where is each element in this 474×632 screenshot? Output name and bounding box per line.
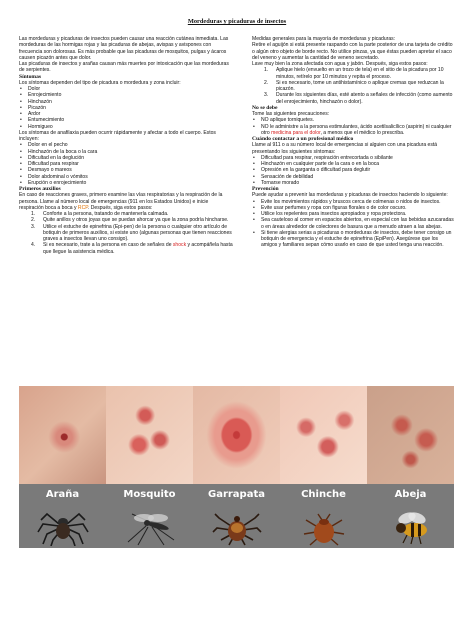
list-item: • Dolor abdominal o vómitos [19,174,233,180]
list-item: • Dificultad en la deglución [19,155,233,161]
sintomas-intro: Los síntomas dependen del tipo de picadura o mordedura y zona incluir: [19,79,181,86]
prevencion-intro: Puede ayudar a prevenir las mordeduras y picaduras de insectos haciendo lo siguiente: [252,192,448,199]
step-item [252,92,454,105]
list-item: • Hinchazón en cualquier parte de la cara o en la boca [252,161,454,167]
no-se-debe-list [252,117,454,136]
bedbug-bite-photo [280,386,367,484]
list-item: • Erupción o enrojecimiento [19,180,233,186]
list-item: • Dolor en el pecho [19,142,233,148]
step-text: Quite anillos y otros joyas que se puedan ahorcar ya que la zona podría hincharse. [43,217,229,224]
prevencion-list [252,199,454,249]
right-intro: Lave muy bien la zona afectada con agua y jabón. Después, siga estos pasos: [252,61,428,67]
step-number: 2. [264,79,269,86]
no-se-debe-intro: Tome las siguientes precauciones: [252,111,330,117]
bee-sting-photo [367,386,454,484]
mosquito-icon [120,500,180,546]
spider-bite-photo [19,386,106,484]
step-text: Aplique hielo (envuelto en un trozo de tela) en el sitio de la picadura por 10 minutos, retírelo por 10 minutos y repita el proceso. [276,67,444,80]
list-item [252,124,454,137]
sintomas-list [19,86,233,130]
insect-tick [193,484,280,548]
bite-photos [19,386,454,484]
anafilaxia-intro: Los síntomas de anafilaxia pueden ocurrir rápidamente y afectar a todo el cuerpo. Estos incluyen: [19,129,216,142]
list-item: • Tornarse morado [252,180,454,186]
list-item: • Hinchazón de la boca o la cara [19,149,233,155]
right-intro: Medidas generales para la mayoría de mordeduras y picaduras: [252,36,396,42]
list-item: • Evite usar perfumes y ropa con figuras florales o de color oscuro. [252,205,454,211]
list-item: • Ardor [19,111,233,117]
list-item: • Desmayo o mareos [19,167,233,173]
insect-banner [19,484,454,548]
step-text: y acompáñela hasta que llegue la asistencia médica. [43,242,233,255]
step-text: Si es necesario, tome un antihistamínico o aplique cremas que reduzcan la picazón. [276,79,444,92]
medicina-link[interactable]: medicina para el dolor [271,129,321,136]
intro-paragraph: Las picaduras de insectos y arañas causan más muertes por intoxicación que las mordeduras de serpientes. [19,61,229,74]
insect-spider [19,484,106,548]
insect-label: Chinche [301,489,346,500]
step-text: Durante los siguientes días, esté atento a señales de infección (como aumento del enrojecimiento, hinchazón o dolor). [276,92,453,105]
list-item: • Dificultad para respirar [19,161,233,167]
list-item: • Enrojecimiento [19,92,233,98]
list-item: • Sensación de debilidad [252,174,454,180]
primeros-auxilios-intro [19,192,233,211]
right-column [252,36,454,249]
insect-mosquito [106,484,193,548]
bee-icon [381,500,441,546]
contactar-heading: Cuándo contactar a un profesional médico [252,136,354,142]
contactar-intro: Llame al 911 o a su número local de emergencias si alguien con una picadura está presentando los siguientes síntomas: [252,142,438,155]
step-item [19,224,233,243]
rcp-link[interactable]: RCP [77,204,88,211]
text-run: NO le administre a la persona estimulantes, ácido acetilsalicílico (aspirin) ni cualquier otro [261,123,452,136]
step-number: 4. [31,242,36,249]
spider-icon [33,500,93,546]
step-item [252,67,454,80]
right-intro: Retire el aguijón si está presente raspando con la parte posterior de una tarjeta de crédito o algún otro objeto de borde recto. No utilice pinzas, ya que éstas pueden apretar el saco del veneno y aumentar la cantidad de veneno secretado. [252,42,453,61]
step-text: Si es necesario, trate a la persona en caso de señales de [43,242,173,249]
list-item: • Evite los movimientos rápidos y bruscos cerca de colmenas o nidos de insectos. [252,199,454,205]
list-item: • Sea cauteloso al comer en espacios abiertos, en especial con las bebidas azucaradas o en áreas alrededor de colectores de basura que a menudo atraen a las abejas. [252,217,454,230]
step-number: 1. [264,67,269,74]
prevencion-heading: Prevención [252,186,279,192]
mosquito-bite-photo [106,386,193,484]
insect-bedbug [280,484,367,548]
insect-bee [367,484,454,548]
list-item: • NO aplique torniquetes. [252,117,454,123]
step-number: 3. [264,92,269,99]
step-item [252,80,454,93]
tick-bite-photo [193,386,280,484]
intro-paragraph: Las mordeduras y picaduras de insectos pueden causar una reacción cutánea inmediata. Las mordeduras de las hormigas rojas y las picaduras de abejas, avispas y avispones con frecuencia son dolorosas. Es más probable que las picaduras de mosquitos, pulgas y ácaros causen picazón antes que dolor. [19,36,229,61]
bedbug-icon [294,500,354,546]
step-number: 3. [31,223,36,230]
primeros-auxilios-steps [19,211,233,255]
contactar-list [252,155,454,186]
insect-label: Araña [45,489,80,500]
no-se-debe-heading: No se debe [252,104,278,111]
list-item: • Dolor [19,86,233,92]
list-item: • Picazón [19,105,233,111]
general-steps [252,67,454,105]
page-title: Mordeduras y picaduras de insectos [187,18,287,25]
text-run: , a menos que el médico lo prescriba. [320,129,405,136]
step-item [19,242,233,255]
shock-link[interactable]: shock [172,242,187,249]
sintomas-heading: Síntomas [19,73,42,80]
list-item: • Dificultad para respirar, respiración entrecortada o sibilante [252,155,454,161]
tick-icon [207,500,267,546]
insect-label: Mosquito [123,489,176,500]
step-number: 1. [31,211,36,217]
text-run: En caso de reacciones graves, primero examine las vías respiratorias y la respiración de la persona. Llame al número local de emergencias (911 en los Estados Unidos) e inicie respiración boca a boca y [19,192,223,211]
insect-label: Garrapata [207,489,265,500]
step-text: Utilice el estuche de epinefrina (Epi-pen) de la persona o cualquier otro artículo de botiquín de primeros auxilios, si existe uno (algunas personas que tienen reacciones graves a insectos llevan uno consigo). [43,223,232,242]
step-text: Conforte a la persona, tratando de mantenerla calmada. [43,211,169,217]
insect-label: Abeja [394,489,427,500]
list-item: • Entumecimiento [19,117,233,123]
list-item: • Opresión en la garganta o dificultad para deglutir [252,167,454,173]
text-run: . Después, siga estos pasos: [87,204,153,211]
left-column [19,36,233,255]
anafilaxia-list [19,142,233,186]
list-item: • Hinchazón [19,99,233,105]
step-number: 2. [31,217,36,224]
list-item: • Utilice los repelentes para insectos apropiados y ropa protectora. [252,211,454,217]
primeros-auxilios-heading: Primeros auxilios [19,186,61,192]
list-item: • Si tiene alergias serias a picaduras o mordeduras de insectos, debe tener consigo un botiquín de emergencia y el estuche de epinefrina (EpiPen). Asegúrese que los amigos y familiares sepan cómo usarlo en caso de que usted tenga una reacción. [252,230,454,249]
list-item: • Hormigueo [19,124,233,130]
